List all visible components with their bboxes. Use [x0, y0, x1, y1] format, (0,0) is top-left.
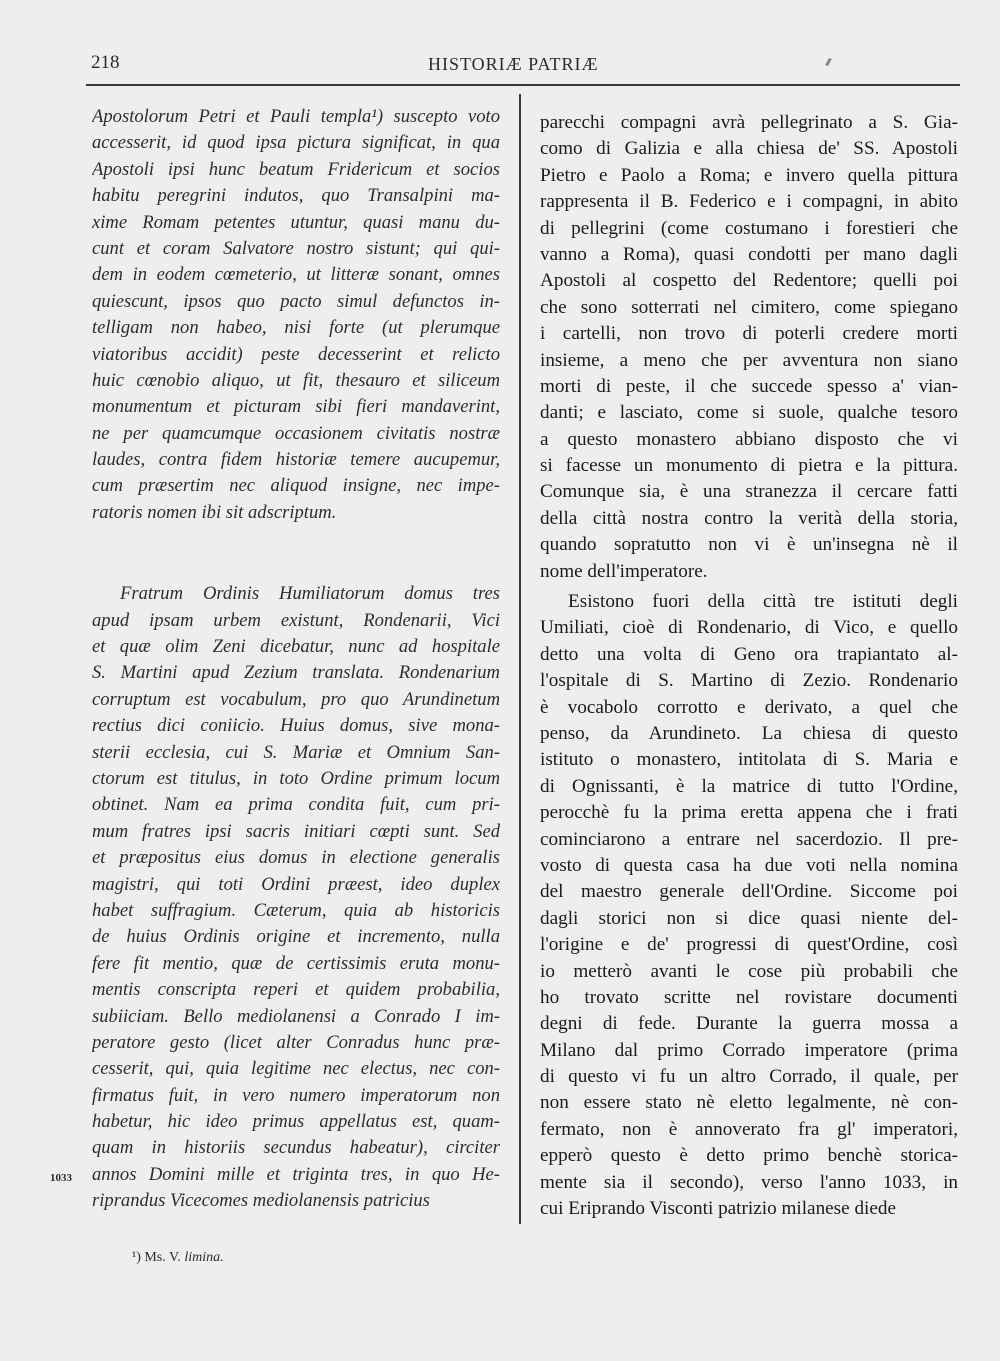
text-line: de huius Ordinis origine et incremento, nulla — [92, 926, 500, 948]
text-line: monumentum et picturam sibi fieri mandaverint, — [92, 396, 500, 418]
text-line: Pietro e Paolo a Roma; e invero quella pittura — [540, 164, 958, 186]
text-line: degni di fede. Durante la guerra mossa a — [540, 1013, 958, 1035]
text-line: Fratrum Ordinis Humiliatorum domus tres — [120, 583, 500, 605]
text-line: habetur, hic ideo primus appellatus est, quam- — [92, 1111, 500, 1133]
text-line: è vocabolo corrotto e derivato, a quel che — [540, 696, 958, 718]
text-line: vanno a Roma), quasi condotti per mano dagli — [540, 243, 958, 265]
column-divider — [519, 94, 521, 1224]
latin-column — [92, 104, 500, 1215]
text-line: rectius dici coniicio. Huius domus, sive mona- — [92, 715, 500, 737]
text-line: telligam non habeo, nisi forte (ut plerumque — [92, 317, 500, 339]
running-title: HISTORIÆ PATRIÆ — [428, 54, 599, 74]
text-line: mum fratres ipsi sacris initiari cœpti sunt. Sed — [92, 820, 500, 842]
text-line: et quæ olim Zeni dicebatur, nunc ad hospitale — [92, 636, 500, 658]
text-line: cui Eriprando Visconti patrizio milanese diede — [540, 1198, 897, 1220]
text-line: riprandus Vicecomes mediolanensis patricius — [92, 1190, 430, 1212]
text-line: sterii ecclesia, cui S. Mariæ et Omnium San- — [92, 741, 500, 763]
text-line: l'ospitale di S. Martino di Zezio. Rondenario — [540, 670, 958, 692]
footnote-marker: ¹) Ms. V. — [132, 1250, 181, 1265]
text-line: cesserit, qui, quia legitime nec electus, nec con- — [92, 1058, 500, 1080]
text-line: cominciarono a entrare nel sacerdozio. Il pre- — [540, 828, 958, 850]
text-line: fermato, non è annoverato fra gl' imperatori, — [540, 1118, 958, 1140]
text-line: S. Martini apud Zezium translata. Rondenarium — [92, 662, 500, 684]
text-line: Umiliati, cioè di Rondenario, di Vico, e quello — [540, 617, 958, 639]
text-line: del maestro generale dell'Ordine. Siccome poi — [540, 881, 958, 903]
page-header — [88, 48, 960, 80]
text-line: accesserit, id quod ipsa pictura significat, in qua — [92, 132, 500, 154]
footnote-text: limina. — [184, 1250, 224, 1265]
text-line: Apostoli ipsi hunc beatum Fridericum et socios — [92, 158, 500, 180]
text-line: viatoribus accidit) peste decesserint et relicto — [92, 343, 500, 365]
text-line: apud ipsam urbem existunt, Rondenarii, Vici — [92, 609, 500, 631]
text-line: cum præsertim nec aliquod insigne, nec impe- — [92, 475, 500, 497]
text-line: Milano dal primo Corrado imperatore (prima — [540, 1039, 958, 1061]
text-line: parecchi compagni avrà pellegrinato a S. Gia- — [540, 112, 958, 133]
text-line: nome dell'imperatore. — [540, 560, 708, 582]
text-line: quam in historiis secundus habeatur), circiter — [92, 1137, 500, 1159]
text-line: detto una volta di Geno ora trapiantato al- — [540, 643, 958, 665]
text-line: quiescunt, ipsos quo pacto simul defunctos in- — [92, 290, 500, 312]
text-line: di pellegrini (come costumano i forestieri che — [540, 217, 958, 239]
text-line: istituto o monastero, intitolata di S. Maria e — [540, 749, 958, 771]
text-line: obtinet. Nam ea prima condita fuit, cum pri- — [92, 794, 500, 816]
text-line: xime Romam petentes utuntur, quasi manu du- — [92, 211, 500, 233]
text-line: epperò questo è detto primo benchè storica- — [540, 1145, 958, 1167]
text-line: habitu peregrini indutos, quo Transalpini ma- — [92, 185, 500, 207]
text-line: Esistono fuori della città tre istituti degli — [568, 591, 958, 613]
text-line: ho trovato scritte nel rovistare documenti — [540, 986, 958, 1008]
text-line: mentis conscripta reperi et quidem probabilia, — [92, 979, 500, 1001]
header-rule — [86, 84, 960, 86]
paragraph-gap — [92, 526, 500, 581]
text-line: morti di peste, il che succede spesso a' vian- — [540, 375, 958, 397]
footnote — [132, 1250, 224, 1266]
text-line: ratoris nomen ibi sit adscriptum. — [92, 501, 337, 523]
text-line: penso, da Arundineto. La chiesa di questo — [540, 722, 958, 744]
text-line: Comunque sia, è una stranezza il cercare fatti — [540, 481, 958, 503]
text-line: mente sia il secondo), verso l'anno 1033, in — [540, 1171, 958, 1193]
text-line: cunt et coram Salvatore nostro sistunt; qui qui- — [92, 237, 500, 259]
text-line: perocchè fu la prima eretta appena che i frati — [540, 802, 958, 824]
text-line: dagli storici non si dice quasi niente del- — [540, 907, 958, 929]
text-line: magistri, qui toti Ordini præest, ideo duplex — [92, 873, 500, 895]
text-line: insieme, a meno che per avventura non siano — [540, 349, 958, 371]
text-line: habet suffragium. Cæterum, quia ab historicis — [92, 899, 500, 921]
text-line: di Ognissanti, è la matrice di tutto l'Ordine, — [540, 775, 958, 797]
text-line: como di Galizia e alla chiesa de' SS. Apostoli — [540, 138, 958, 160]
text-line: peratore gesto (licet alter Conradus hunc præ- — [92, 1031, 500, 1053]
text-line: huic cœnobio aliquo, ut fit, thesauro et siliceum — [92, 369, 500, 391]
page-number: 218 — [91, 52, 120, 73]
text-line: fere fit mentio, quæ de certissimis eruta monu- — [92, 952, 500, 974]
italian-column — [540, 110, 958, 1222]
text-line: Apostolorum Petri et Pauli templa¹) suscepto voto — [92, 106, 500, 127]
text-line: non essere stato nè eletto legalmente, nè con- — [540, 1092, 958, 1114]
text-line: vosto di questa casa ha due voti nella nomina — [540, 854, 958, 876]
text-line: ctorum est titulus, in toto Ordine primum locum — [92, 767, 500, 789]
text-line: a questo monastero abbiano disposto che vi — [540, 428, 958, 450]
text-line: et præpositus eius domus in electione generalis — [92, 847, 500, 869]
text-line: l'origine e de' progressi di quest'Ordine, così — [540, 934, 958, 956]
text-line: laudes, contra fidem historiæ temere aucupemur, — [92, 449, 500, 471]
text-line: ne per quamcumque occasionem civitatis nostræ — [92, 422, 500, 444]
text-line: io metterò avanti le cose più probabili che — [540, 960, 958, 982]
text-line: quando sopratutto non vi è un'insegna nè il — [540, 534, 958, 556]
text-line: i cartelli, non trovo di poterli credere morti — [540, 323, 958, 345]
margin-year-note: 1033 — [50, 1172, 72, 1184]
text-line: di questo vi fu un altro Corrado, il quale, per — [540, 1066, 958, 1088]
text-line: rappresenta il B. Federico e i compagni, in abito — [540, 191, 958, 213]
text-line: danti; e lasciato, come si suole, qualche tesoro — [540, 402, 958, 424]
text-line: Apostoli al cospetto del Redentore; quelli poi — [540, 270, 958, 292]
text-line: che sono sotterrati nel cimitero, come spiegano — [540, 296, 958, 318]
text-line: si facesse un monumento di pietra e la pittura. — [540, 455, 958, 477]
text-line: annos Domini mille et triginta tres, in quo He- — [92, 1163, 500, 1185]
text-line: firmatus fuit, in vero numero imperatorum non — [92, 1084, 500, 1106]
text-line: subiiciam. Bello mediolanensi a Conrado I im- — [92, 1005, 500, 1027]
text-line: della città nostra contro la verità della storia, — [540, 507, 958, 529]
text-line: dem in eodem cœmeterio, ut litteræ sonant, omnes — [92, 264, 500, 286]
text-line: corruptum est vocabulum, pro quo Arundinetum — [92, 688, 500, 710]
